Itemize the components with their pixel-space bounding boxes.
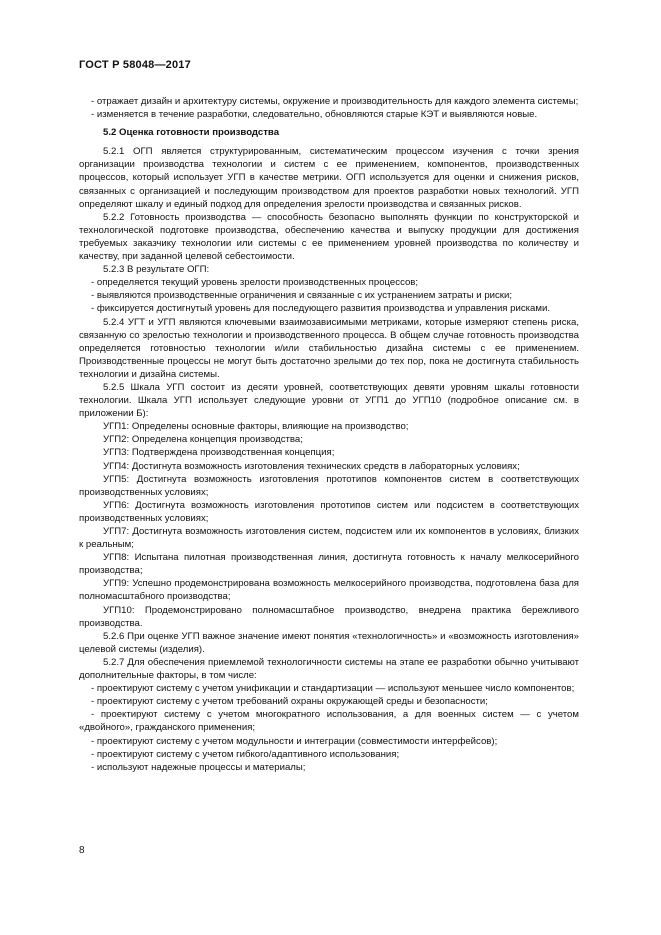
paragraph: 5.2.6 При оценке УГП важное значение имеют понятия «технологичность» и «возможность изготовления» целевой системы (изделия). [79,630,579,655]
paragraph: 5.2.4 УГТ и УГП являются ключевыми взаимозависимыми метриками, которые измеряют степень риска, связанную со зрелостью технологии и производственного процесса. В общем случае готовность производства определяется готовностью технологии и/или стабильностью дизайна системы с ее применением. Производственные процессы не могут быть достаточно зрелыми до тех пор, пока не достигнута стабильность технологии и дизайна системы. [79,316,579,380]
list-item: УГП8: Испытана пилотная производственная линия, достигнута готовность к началу мелкосерийного производства; [79,552,579,577]
list-item: - проектируют систему с учетом модульности и интеграции (совместимости интерфейсов); [91,735,498,747]
list-item: - фиксируется достигнутый уровень для последующего развития производства и управления рисками. [91,303,551,315]
paragraph: - изменяется в течение разработки, следовательно, обновляются старые КЭТ и выявляются новые. [91,109,538,121]
paragraph: - отражает дизайн и архитектуру системы, окружение и производительность для каждого элемента системы; [91,96,579,107]
list-item: УГП6: Достигнута возможность изготовления прототипов систем или подсистем в соответствующих производственных условиях; [79,499,579,524]
paragraph: 5.2.2 Готовность производства — способность безопасно выполнять функции по конструкторской и технологической подготовке производства, обеспечению качества и выпуску продукции для достижения требуемых заказчику технологии или системы с ее применением уровней производства по количеству и качеству, при заданной целевой себестоимости. [79,211,579,263]
list-item: - проектируют систему с учетом требований охраны окружающей среды и безопасности; [91,696,488,708]
list-item: УГП5: Достигнута возможность изготовления прототипов компонентов систем в соответствующих производственных условиях; [79,473,579,498]
list-item: - проектируют систему с учетом гибкого/адаптивного использования; [91,748,400,760]
document-header: ГОСТ Р 58048—2017 [79,59,191,71]
list-item: УГП2: Определена концепция производства; [103,434,303,446]
list-item: УГП4: Достигнута возможность изготовления технических средств в лабораторных условиях; [103,460,520,472]
list-item: УГП1: Определены основные факторы, влияющие на производство; [103,421,409,433]
paragraph: 5.2.3 В результате ОГП: [103,264,210,276]
section-heading: 5.2 Оценка готовности производства [103,127,280,139]
list-item: УГП7: Достигнута возможность изготовления систем, подсистем или их компонентов в условиях, близких к реальным; [79,526,579,551]
list-item: - определяется текущий уровень зрелости производственных процессов; [91,277,419,289]
list-item: - проектируют систему с учетом унификации и стандартизации — используют меньшее число компонентов; [91,683,575,695]
list-item: - проектируют систему с учетом многократного использования, а для военных систем — с учетом «двойного», гражданского применения; [79,709,579,734]
document-body [79,95,579,774]
paragraph: 5.2.1 ОГП является структурированным, систематическим процессом изучения с точки зрения организации производства технологии и систем с ее применением, компонентов, производственных процессов, который использует УГП в качестве метрики. ОГП используется для оценки и снижения рисков, связанных с организацией и последующим производством для проектов разработки новых технологий. УГП определяют шкалу и единый подход для определения зрелости производства и связанных рисков. [79,146,579,210]
paragraph: 5.2.5 Шкала УГП состоит из десяти уровней, соответствующих девяти уровням шкалы готовности технологии. Шкала УГП использует следующие уровни от УГП1 до УГП10 (подробное описание см. в приложении Б): [79,381,579,420]
list-item: - используют надежные процессы и материалы; [91,761,306,773]
page-number: 8 [79,845,85,856]
list-item: УГП10: Продемонстрировано полномасштабное производство, внедрена практика бережливого производства. [79,604,579,629]
list-item: УГП9: Успешно продемонстрирована возможность мелкосерийного производства, подготовлена база для полномасштабного производства; [79,578,579,603]
paragraph: 5.2.7 Для обеспечения приемлемой технологичности системы на этапе ее разработки обычно учитывают дополнительные факторы, в том числе: [79,656,579,682]
list-item: УГП3: Подтверждена производственная концепция; [103,447,335,459]
list-item: - выявляются производственные ограничения и связанные с их устранением затраты и риски; [91,290,513,302]
